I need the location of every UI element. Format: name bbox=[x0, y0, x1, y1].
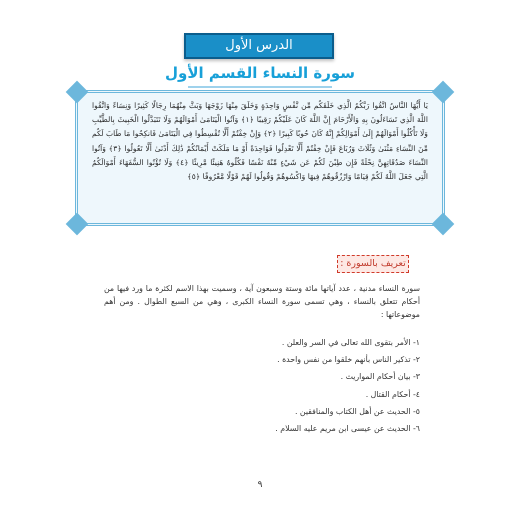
quran-verses-frame bbox=[75, 90, 445, 226]
surah-intro-paragraph: سورة النساء مدنية ، عدد آياتها مائة وستة وسبعون آية ، وسميت بهذا الاسم لكثرة ما ورد فيها من أحكام تتعلق بالنساء ، وهي تسمى سورة النساء الكبرى ، وهي من السبع الطوال . ومن أهم موضوعاتها : bbox=[104, 284, 420, 319]
title-underline bbox=[188, 86, 332, 88]
list-item: ٤- أحكام القتال . bbox=[365, 389, 420, 399]
frame-corner-ornament-icon bbox=[432, 81, 455, 104]
surah-intro-label: تعريف بالسورة : bbox=[337, 255, 409, 273]
list-item: ١- الأمر بتقوى الله تعالى في السر والعلن . bbox=[281, 338, 420, 347]
frame-corner-ornament-icon bbox=[66, 213, 89, 236]
quran-verses-text: يَا أَيُّهَا النَّاسُ اتَّقُوا رَبَّكُمُ الَّذِي خَلَقَكُم مِّن نَّفْسٍ وَاحِدَةٍ وَخَلَقَ مِنْهَا زَوْجَهَا وَبَثَّ مِنْهُمَا رِجَالًا كَثِيرًا وَنِسَاءً وَاتَّقُوا اللَّهَ الَّذِي تَسَاءَلُونَ بِهِ وَالْأَرْحَامَ إِنَّ اللَّهَ كَانَ عَلَيْكُمْ رَقِيبًا ﴿١﴾ وَآتُوا الْيَتَامَىٰ أَمْوَالَهُمْ وَلَا تَتَبَدَّلُوا الْخَبِيثَ بِالطَّيِّبِ وَلَا تَأْكُلُوا أَمْوَالَهُمْ إِلَىٰ أَمْوَالِكُمْ إِنَّهُ كَانَ حُوبًا كَبِيرًا ﴿٢﴾ وَإِنْ خِفْتُمْ أَلَّا تُقْسِطُوا فِي الْيَتَامَىٰ فَانكِحُوا مَا طَابَ لَكُم مِّنَ النِّسَاءِ مَثْنَىٰ وَثُلَاثَ وَرُبَاعَ فَإِنْ خِفْتُمْ أَلَّا تَعْدِلُوا فَوَاحِدَةً أَوْ مَا مَلَكَتْ أَيْمَانُكُمْ ذَٰلِكَ أَدْنَىٰ أَلَّا تَعُولُوا ﴿٣﴾ وَآتُوا النِّسَاءَ صَدُقَاتِهِنَّ نِحْلَةً فَإِن طِبْنَ لَكُمْ عَن شَيْءٍ مِّنْهُ نَفْسًا فَكُلُوهُ هَنِيئًا مَّرِيئًا ﴿٤﴾ وَلَا تُؤْتُوا السُّفَهَاءَ أَمْوَالَكُمُ الَّتِي جَعَلَ اللَّهُ لَكُمْ قِيَامًا وَارْزُقُوهُمْ فِيهَا وَاكْسُوهُمْ وَقُولُوا لَهُمْ قَوْلًا مَّعْرُوفًا ﴿٥﴾ bbox=[92, 101, 428, 182]
topics-list bbox=[190, 334, 420, 437]
list-item: ٣- بيان أحكام المواريث . bbox=[340, 372, 420, 382]
page-number: ٩ bbox=[257, 480, 263, 490]
frame-corner-ornament-icon bbox=[432, 213, 455, 236]
list-item: ٥- الحديث عن أهل الكتاب والمنافقين . bbox=[294, 406, 420, 416]
surah-title: سورة النساء القسم الأول bbox=[164, 64, 356, 82]
list-item: ٢- تذكير الناس بأنهم خلقوا من نفس واحدة . bbox=[277, 355, 420, 365]
lesson-title-banner: الدرس الأول bbox=[184, 33, 334, 59]
list-item: ٦- الحديث عن عيسى ابن مريم عليه السلام . bbox=[275, 423, 420, 433]
frame-corner-ornament-icon bbox=[66, 81, 89, 104]
